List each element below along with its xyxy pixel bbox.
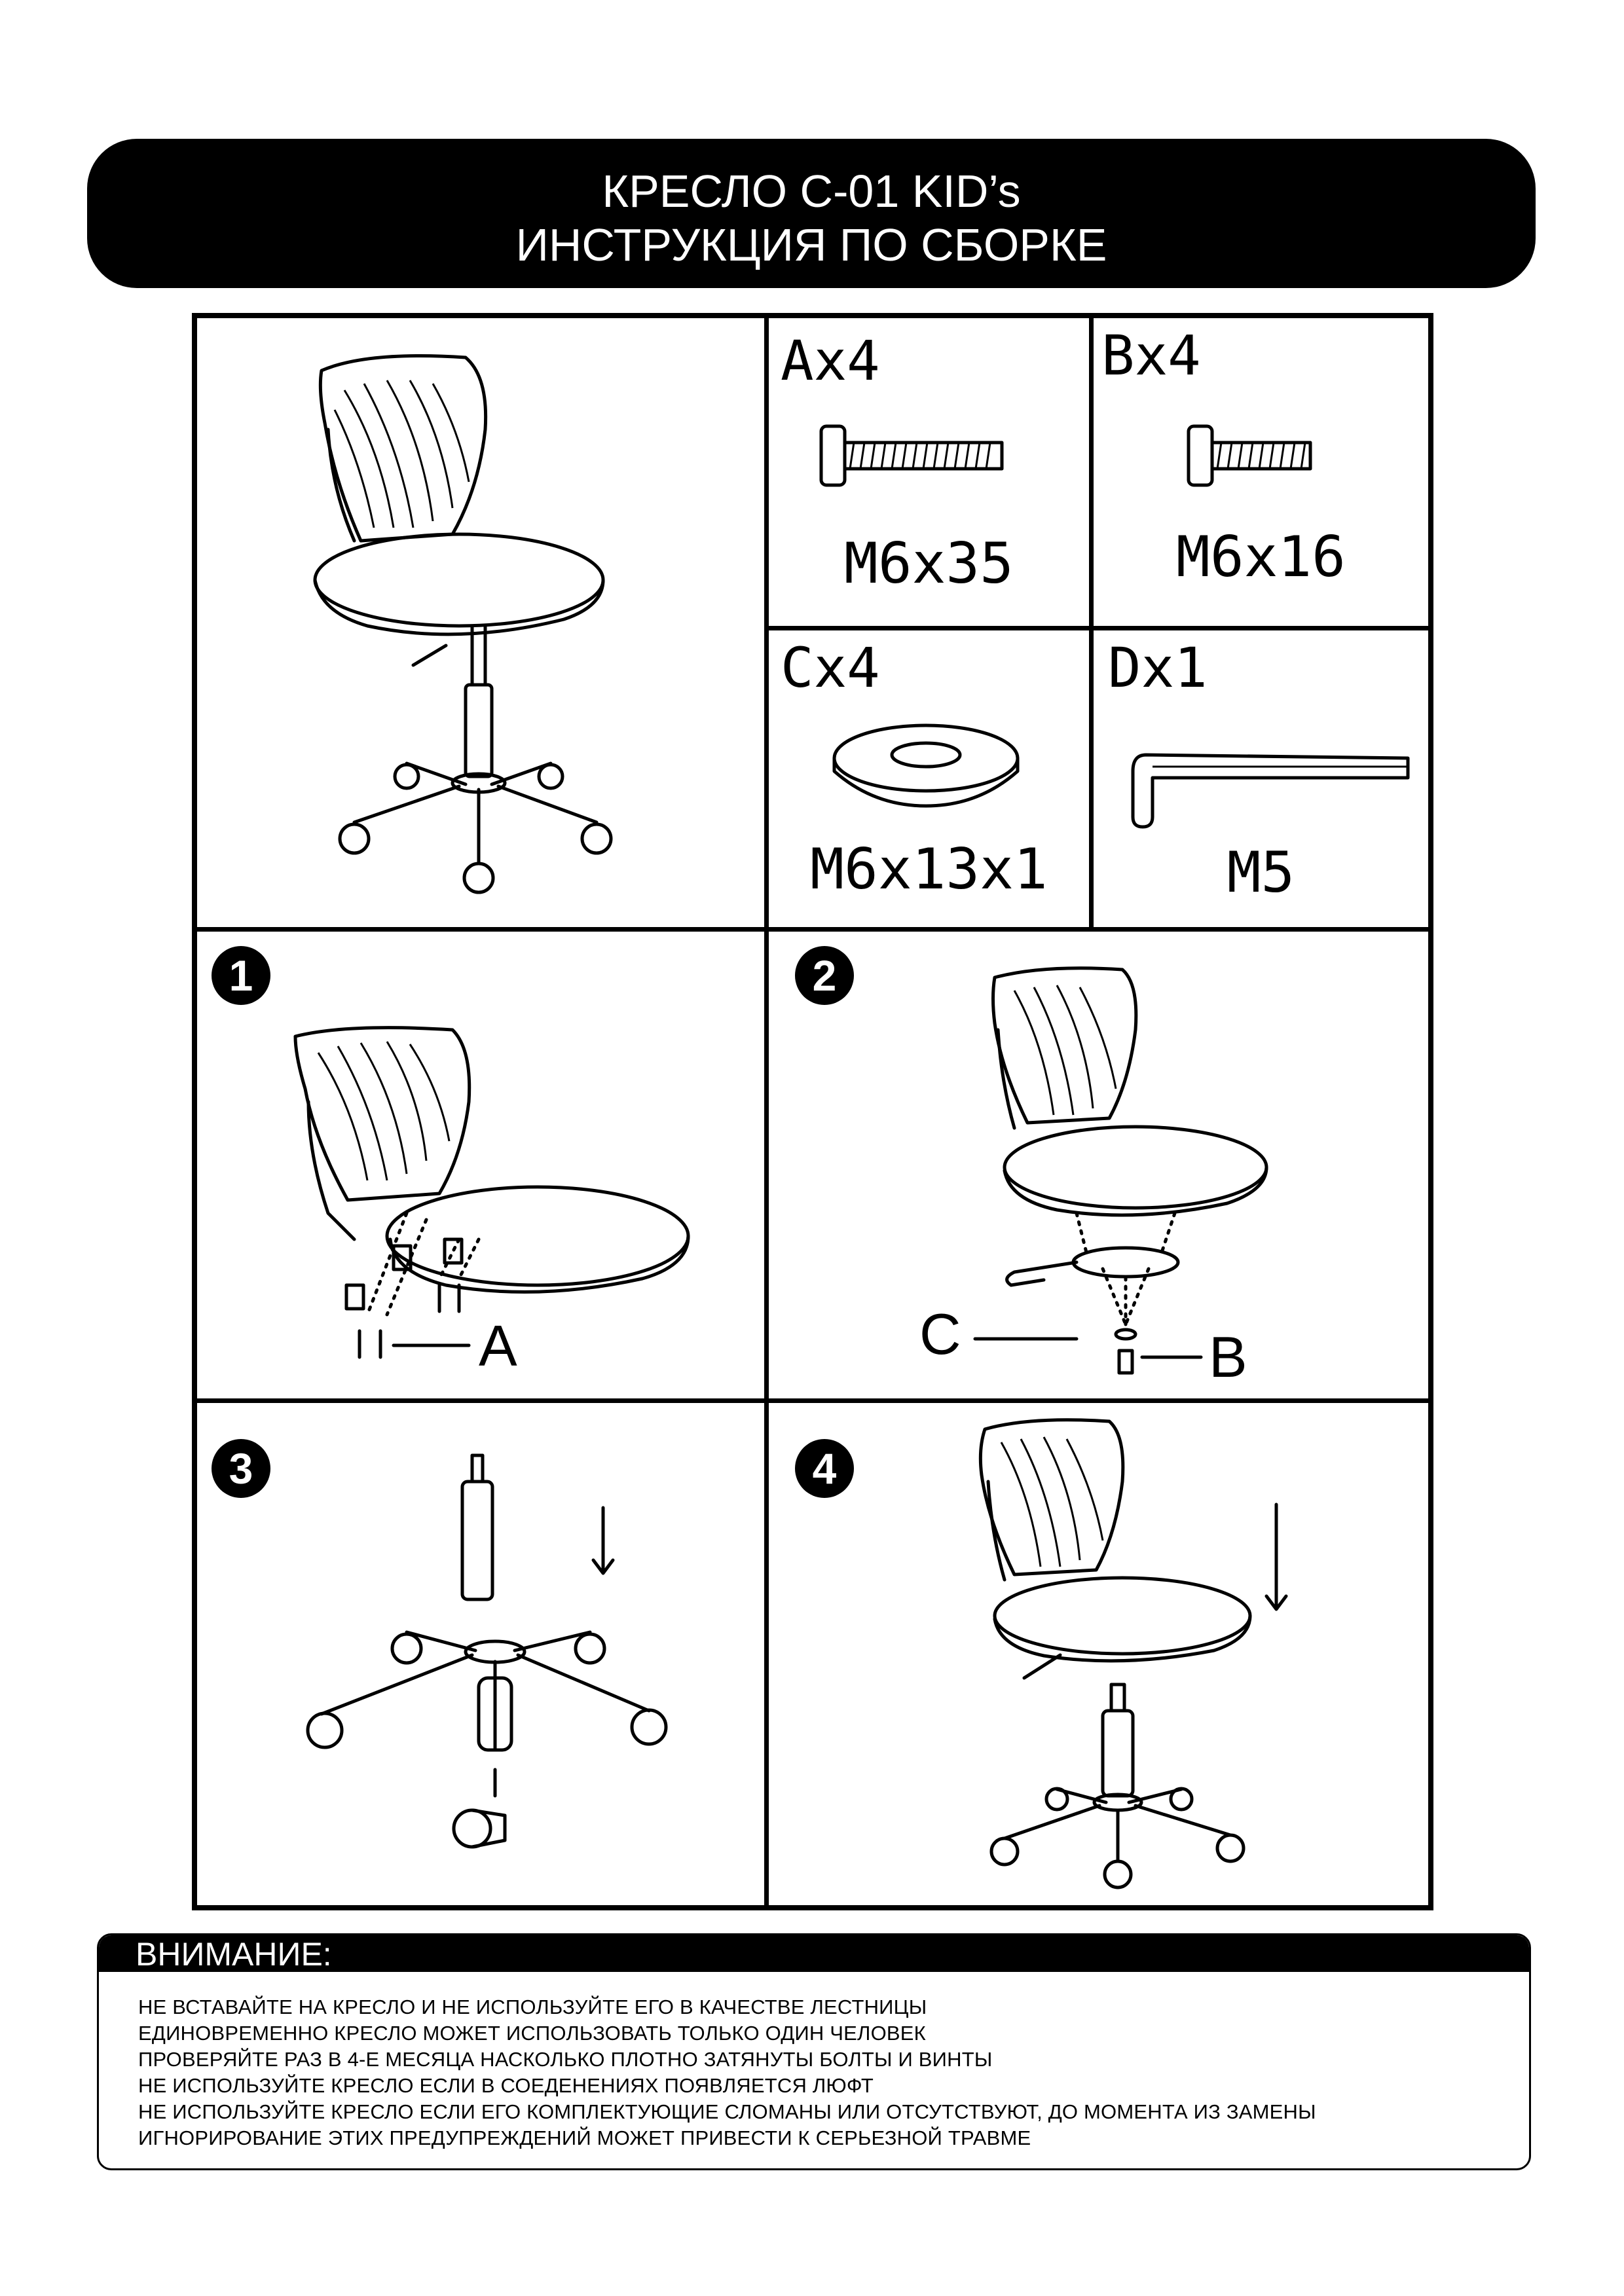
- warning-item: НЕ ИСПОЛЬЗУЙТЕ КРЕСЛО ЕСЛИ В СОЕДЕНЕНИЯХ ПОЯВЛЯЕТСЯ ЛЮФТ: [138, 2074, 874, 2097]
- title-banner: [87, 139, 1536, 288]
- warning-item: ИГНОРИРОВАНИЕ ЭТИХ ПРЕДУПРЕЖДЕНИЙ МОЖЕТ ПРИВЕСТИ К СЕРЬЕЗНОЙ ТРАВМЕ: [138, 2126, 1031, 2149]
- step-4-cell: [769, 1403, 1428, 1905]
- step-4-badge: 4: [795, 1439, 854, 1498]
- grid-divider-row2: [197, 1398, 1428, 1403]
- instruction-grid: [192, 313, 1433, 1910]
- part-a-cell: [769, 318, 1089, 626]
- step-3-badge: 3: [212, 1439, 270, 1498]
- warning-list: [138, 1994, 1316, 2151]
- step-2-cell: [769, 932, 1428, 1398]
- warning-header-bar: [99, 1935, 1529, 1972]
- step-3-cell: [197, 1403, 764, 1905]
- warning-item: ЕДИНОВРЕМЕННО КРЕСЛО МОЖЕТ ИСПОЛЬЗОВАТЬ ТОЛЬКО ОДИН ЧЕЛОВЕК: [138, 2022, 926, 2045]
- part-d-spec: M5: [1227, 840, 1295, 905]
- warning-box: [97, 1933, 1531, 2170]
- product-title: КРЕСЛО C-01 KID’s: [602, 166, 1021, 217]
- part-c-spec: M6x13x1: [810, 837, 1048, 902]
- warning-title: ВНИМАНИЕ:: [136, 1936, 332, 1973]
- grid-divider-parts-horizontal: [764, 626, 1428, 630]
- part-d-cell: [1094, 630, 1428, 927]
- warning-item: НЕ ИСПОЛЬЗУЙТЕ КРЕСЛО ЕСЛИ ЕГО КОМПЛЕКТУЮЩИЕ СЛОМАНЫ ИЛИ ОТСУТСТВУЮТ, ДО МОМЕНТА ИЗ ЗАМЕНЫ: [138, 2100, 1316, 2123]
- assembled-chair-icon: [197, 318, 764, 927]
- step-2-callout-c: C: [919, 1302, 961, 1366]
- step-1-badge: 1: [212, 946, 270, 1005]
- document-title: ИНСТРУКЦИЯ ПО СБОРКЕ: [515, 219, 1107, 270]
- grid-divider-parts-vertical: [1089, 318, 1094, 930]
- overview-cell: [197, 318, 764, 927]
- part-c-label: Cx4: [781, 636, 880, 700]
- step-2-seat-mechanism-illustration: [769, 932, 1428, 1398]
- grid-divider-vertical: [764, 318, 769, 1905]
- step-3-base-assembly-illustration: [197, 1403, 764, 1905]
- warning-item: ПРОВЕРЯЙТЕ РАЗ В 4-Е МЕСЯЦА НАСКОЛЬКО ПЛОТНО ЗАТЯНУТЫ БОЛТЫ И ВИНТЫ: [138, 2048, 993, 2071]
- part-b-spec: M6x16: [1176, 524, 1346, 590]
- warning-item: НЕ ВСТАВАЙТЕ НА КРЕСЛО И НЕ ИСПОЛЬЗУЙТЕ ЕГО В КАЧЕСТВЕ ЛЕСТНИЦЫ: [138, 1995, 927, 2018]
- part-b-label: Bx4: [1101, 323, 1201, 388]
- step-2-badge: 2: [795, 946, 854, 1005]
- step-2-callout-b: B: [1209, 1324, 1247, 1389]
- part-a-label: Ax4: [781, 329, 880, 393]
- grid-divider-row1: [197, 927, 1428, 932]
- step-4-seat-on-base-illustration: [769, 1403, 1428, 1905]
- step-1-callout-a: A: [479, 1313, 517, 1378]
- part-c-cell: [769, 630, 1089, 927]
- part-d-label: Dx1: [1108, 636, 1208, 700]
- part-a-spec: M6x35: [844, 531, 1014, 596]
- step-1-cell: [197, 932, 764, 1398]
- part-b-cell: [1094, 318, 1428, 626]
